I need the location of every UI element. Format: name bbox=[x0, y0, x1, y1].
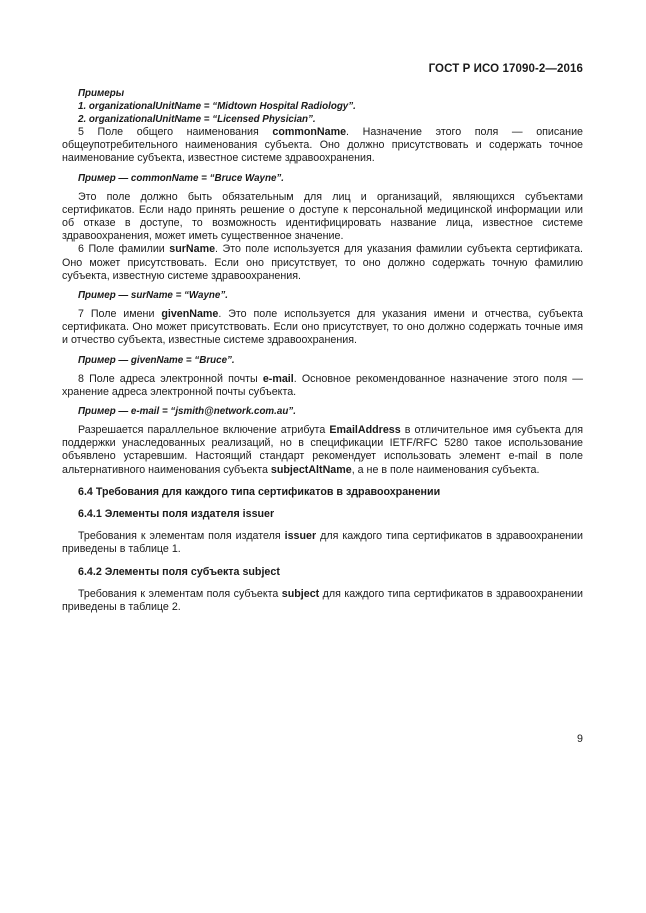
paragraph-text: для каждого типа сертификатов в здравоохранении приведены в таблице 1. bbox=[62, 530, 583, 556]
page-number: 9 bbox=[577, 733, 583, 745]
term-common-name: commonName bbox=[272, 126, 347, 138]
term-subject-alt-name: subjectAltName bbox=[270, 463, 352, 476]
paragraph-email-address bbox=[62, 424, 583, 477]
paragraph-text: 5 Поле общего наименования bbox=[78, 126, 273, 138]
paragraph-text: Разрешается параллельное включение атрибута bbox=[78, 424, 330, 437]
paragraph-common-name-note: Это поле должно быть обязательным для лиц и организаций, являющихся субъектами сертификатов. Если надо принять решение о доступе к персональной медицинской информации или об отказе в доступе, то возможность идентифицировать название лица, известное системе здравоохранения, может иметь существенное значение. bbox=[62, 190, 583, 243]
paragraph-text: . Это поле используется для указания имени и отчества, субъекта сертификата. Оно может присутствовать. Если оно присутствует, то оно должно содержать точные имя и отчество субъекта, известные системе здравоохранения. bbox=[62, 308, 583, 347]
paragraph-text: в отличительное имя субъекта для поддержки унаследованных реализаций, но в спецификации IETF/RFC 5280 такое использование объявлено устаревшим. Настоящий стандарт рекомендует использовать элемент e-mail в поле альтернативного наименования субъекта bbox=[62, 424, 583, 476]
paragraph-issuer bbox=[62, 530, 583, 556]
paragraph-text: Требования к элементам поля издателя bbox=[78, 530, 285, 543]
paragraph-text: для каждого типа сертификатов в здравоохранении приведены в таблице 2. bbox=[62, 587, 583, 614]
document-code-header: ГОСТ Р ИСО 17090-2—2016 bbox=[428, 63, 583, 75]
term-email-address: EmailAddress bbox=[329, 424, 401, 437]
paragraph-given-name bbox=[62, 308, 583, 348]
term-email: e-mail bbox=[262, 372, 294, 385]
paragraph-surname bbox=[62, 243, 583, 283]
example-email: Пример — e-mail = “jsmith@network.com.au”. bbox=[78, 406, 296, 418]
example-surname: Пример — surName = “Wayne”. bbox=[78, 290, 228, 302]
section-heading-6-4: 6.4 Требования для каждого типа сертификатов в здравоохранении bbox=[78, 485, 441, 498]
term-subject: subject bbox=[281, 587, 320, 600]
term-surname: surName bbox=[169, 243, 216, 256]
section-heading-6-4-2: 6.4.2 Элементы поля субъекта subject bbox=[78, 565, 280, 578]
examples-title: Примеры bbox=[78, 88, 125, 99]
term-given-name: givenName bbox=[161, 308, 219, 321]
example-common-name: Пример — commonName = “Bruce Wayne”. bbox=[78, 172, 285, 184]
paragraph-text: . Назначение этого поля — описание общеупотребительного наименования субъекта. Оно должно присутствовать и содержать точное наименование субъекта, известное системе здравоохранения. bbox=[62, 126, 583, 165]
paragraph-text: 7 Поле имени bbox=[78, 308, 162, 321]
paragraph-common-name bbox=[62, 126, 583, 166]
paragraph-text: 6 Поле фамилии bbox=[78, 243, 170, 256]
page-content bbox=[62, 87, 583, 614]
paragraph-text: . Основное рекомендованное назначение этого поля — хранение адреса электронной почты субъекта. bbox=[62, 372, 583, 398]
paragraph-text: . Это поле используется для указания фамилии субъекта сертификата. Оно может присутствовать. Если оно присутствует, то оно должно содержать точную фамилию субъекта, известную системе здравоохранения. bbox=[62, 243, 583, 282]
example-line-2: 2. organizationalUnitName = “Licensed Physician”. bbox=[78, 114, 316, 125]
term-issuer: issuer bbox=[284, 530, 317, 543]
examples-block bbox=[62, 87, 583, 126]
example-line-1: 1. organizationalUnitName = “Midtown Hospital Radiology”. bbox=[78, 101, 356, 112]
example-given-name: Пример — givenName = “Bruce”. bbox=[78, 354, 235, 366]
paragraph-text: 8 Поле адреса электронной почты bbox=[78, 372, 263, 385]
paragraph-email bbox=[62, 373, 583, 399]
section-heading-6-4-1: 6.4.1 Элементы поля издателя issuer bbox=[78, 508, 275, 521]
paragraph-subject bbox=[62, 588, 583, 614]
paragraph-text: , а не в поле наименования субъекта. bbox=[351, 463, 540, 476]
paragraph-text: Требования к элементам поля субъекта bbox=[78, 587, 282, 600]
